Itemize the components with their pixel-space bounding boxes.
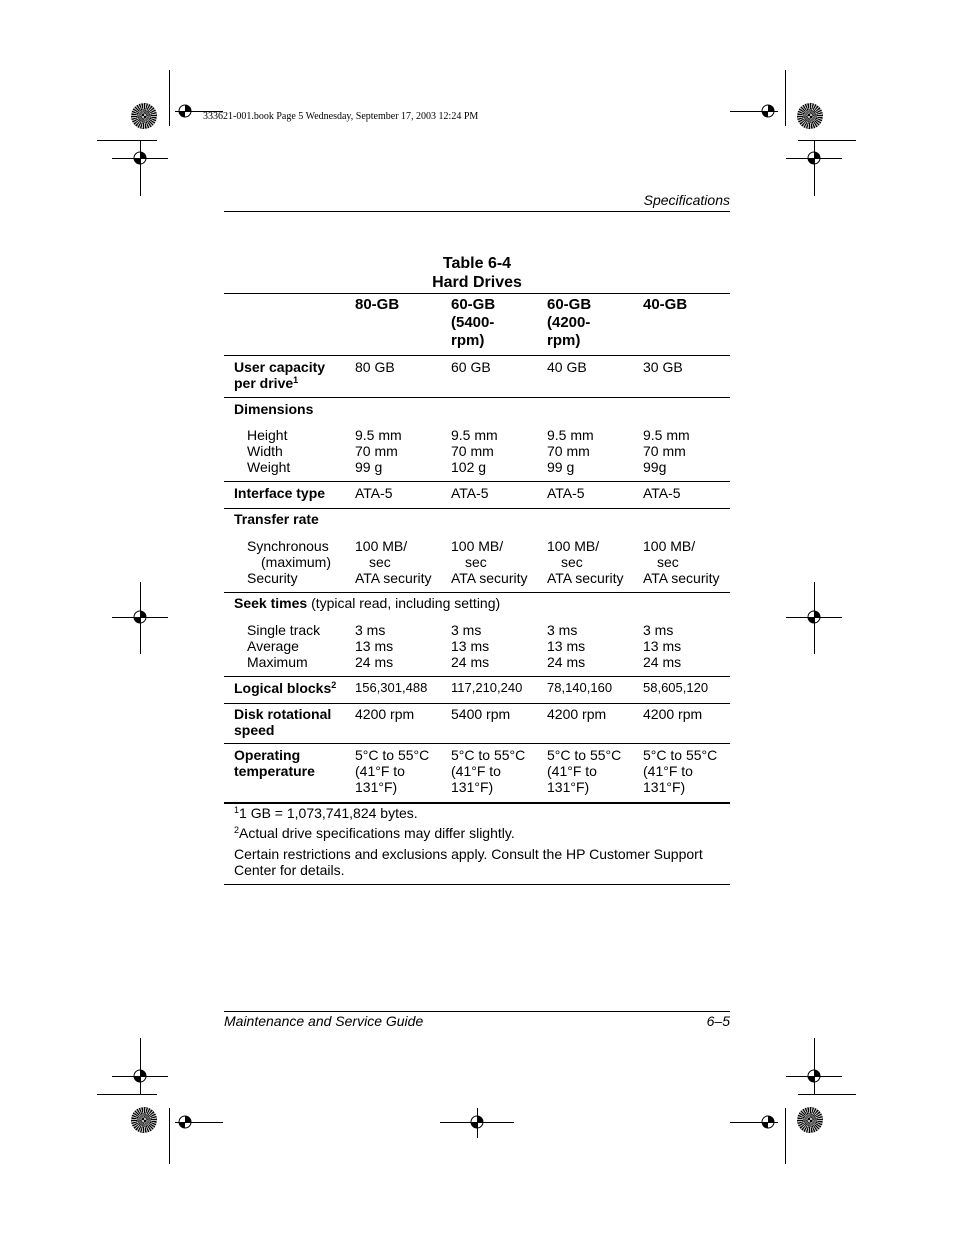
registration-mark-icon [760, 103, 776, 119]
table-cell: 3 ms 13 ms 24 ms [643, 622, 682, 670]
table-cell: 58,605,120 [643, 680, 709, 695]
table-cell: 9.5 mm 70 mm 99 g [547, 427, 594, 475]
table-cell: 3 ms 13 ms 24 ms [547, 622, 586, 670]
sub-labels: Single track Average Maximum [247, 622, 321, 670]
table-title: Hard Drives [432, 274, 522, 291]
row-rule [224, 355, 730, 356]
page-number: 6–5 [706, 1013, 730, 1029]
sub-labels: Height Width Weight [247, 427, 291, 475]
registration-mark-icon [806, 1068, 822, 1084]
table-cell: 5400 rpm [451, 706, 511, 722]
table-cell: ATA-5 [451, 485, 489, 501]
table-cell: ATA-5 [643, 485, 681, 501]
table-cell: 9.5 mm 70 mm 99 g [355, 427, 402, 475]
row-rule [224, 508, 730, 509]
table-cell: 5°C to 55°C (41°F to 131°F) [643, 747, 718, 795]
table-note: Certain restrictions and exclusions apply. Consult the HP Customer Support Center for details. [234, 846, 703, 878]
table-cell: 117,210,240 [451, 680, 523, 695]
table-cell: 30 GB [643, 359, 683, 375]
table-cell: 4200 rpm [547, 706, 607, 722]
table-cell: 3 ms 13 ms 24 ms [451, 622, 490, 670]
registration-mark-icon [760, 1114, 776, 1130]
column-header: 80-GB [355, 296, 400, 313]
row-rule [224, 592, 730, 593]
table-bottom-rule [224, 802, 730, 804]
header-rule [224, 211, 730, 212]
registration-mark-icon [132, 609, 148, 625]
column-header: 40-GB [643, 296, 688, 313]
table-cell: 9.5 mm 70 mm 102 g [451, 427, 498, 475]
row-label: Dimensions [234, 401, 314, 417]
color-target-icon [797, 103, 823, 129]
row-rule [224, 676, 730, 677]
table-cell: 5°C to 55°C (41°F to 131°F) [547, 747, 622, 795]
table-cell: ATA-5 [547, 485, 585, 501]
table-cell: 80 GB [355, 359, 395, 375]
print-info: 333621-001.book Page 5 Wednesday, September 17, 2003 12:24 PM [203, 111, 479, 122]
row-label: Interface type [234, 485, 326, 501]
color-target-icon [797, 1107, 823, 1133]
table-cell: 5°C to 55°C (41°F to 131°F) [451, 747, 526, 795]
registration-mark-icon [806, 609, 822, 625]
table-cell: 9.5 mm 70 mm 99g [643, 427, 690, 475]
row-rule [224, 743, 730, 744]
registration-mark-icon [132, 1068, 148, 1084]
table-caption [224, 254, 730, 292]
table-cell: 4200 rpm [355, 706, 415, 722]
footnote-2: $^2$Actual drive specifications may differ slightly. [234, 825, 515, 841]
column-header: 60-GB (4200- rpm) [547, 296, 592, 349]
row-rule [224, 397, 730, 398]
row-rule [224, 481, 730, 482]
table-cell: 78,140,160 [547, 680, 613, 695]
table-cell: 5°C to 55°C (41°F to 131°F) [355, 747, 430, 795]
row-label: Disk rotational speed [234, 706, 332, 738]
footer-title: Maintenance and Service Guide [224, 1013, 424, 1029]
registration-mark-icon [469, 1114, 485, 1130]
row-rule [224, 703, 730, 704]
table-cell: 100 MB/ sec ATA security [355, 538, 432, 586]
table-cell: 100 MB/ sec ATA security [451, 538, 528, 586]
table-number: Table 6-4 [442, 255, 512, 272]
column-header: 60-GB (5400- rpm) [451, 296, 496, 349]
footer-rule [224, 1011, 730, 1012]
registration-mark-icon [177, 103, 193, 119]
row-label: Operating temperature [234, 747, 315, 779]
table-cell: 100 MB/ sec ATA security [547, 538, 624, 586]
table-cell: 100 MB/ sec ATA security [643, 538, 720, 586]
table-cell: 3 ms 13 ms 24 ms [355, 622, 394, 670]
row-label: Logical blocks$^2$ [234, 680, 337, 696]
footnote-rule [224, 884, 730, 885]
registration-mark-icon [132, 150, 148, 166]
row-label: Transfer rate [234, 511, 319, 527]
table-cell: 156,301,488 [355, 680, 428, 695]
row-label: Seek times (typical read, including setting) [234, 595, 501, 611]
table-cell: ATA-5 [355, 485, 393, 501]
registration-mark-icon [177, 1114, 193, 1130]
registration-mark-icon [806, 150, 822, 166]
table-top-rule [224, 293, 730, 294]
row-label: User capacity per drive$^1$ [234, 359, 326, 391]
table-cell: 60 GB [451, 359, 491, 375]
footnote-1: $^1$1 GB = 1,073,741,824 bytes. [234, 805, 418, 821]
table-cell: 4200 rpm [643, 706, 703, 722]
sub-labels: Synchronous (maximum) Security [247, 538, 331, 586]
color-target-icon [131, 103, 157, 129]
color-target-icon [131, 1107, 157, 1133]
table-cell: 40 GB [547, 359, 587, 375]
running-head: Specifications [643, 192, 730, 208]
